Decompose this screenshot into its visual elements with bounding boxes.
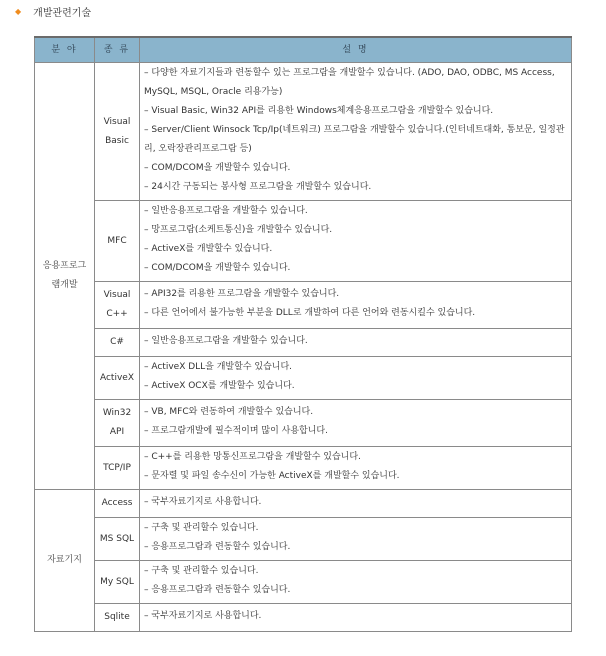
table-row	[35, 490, 572, 518]
list-item: – ActiveX DLL을 개발할수 있습니다.	[144, 362, 293, 372]
kind-ms-sql	[95, 518, 140, 561]
desc-visual-basic	[140, 63, 572, 201]
desc-tcp-ip	[140, 447, 572, 490]
table-row	[35, 518, 572, 561]
table-row	[35, 604, 572, 632]
kind-mfc	[95, 201, 140, 282]
kind-label: C#	[110, 337, 124, 347]
list-item: – Visual Basic, Win32 API를 리용한 Windows체계응용프로그람을 개발할수 있습니다.	[144, 106, 494, 116]
kind-activex	[95, 357, 140, 400]
list-item: – 문자렬 및 파일 송수신이 가능한 ActiveX를 개발할수 있습니다.	[144, 471, 400, 481]
kind-tcp-ip	[95, 447, 140, 490]
list-item: – ActiveX를 개발할수 있습니다.	[144, 244, 273, 254]
header-kind: 종 류	[95, 37, 140, 63]
table-row	[35, 282, 572, 329]
kind-label: Win32 API	[102, 408, 132, 437]
kind-win32-api	[95, 400, 140, 447]
kind-my-sql	[95, 561, 140, 604]
desc-access	[140, 490, 572, 518]
diamond-bullet-icon: ◆	[15, 6, 22, 16]
desc-mfc	[140, 201, 572, 282]
list-item: – 국부자료기지로 사용합니다.	[144, 497, 262, 507]
list-item: – 국부자료기지로 사용합니다.	[144, 611, 262, 621]
list-item: – COM/DCOM을 개발할수 있습니다.	[144, 163, 291, 173]
list-item: – 일반응용프로그람을 개발할수 있습니다.	[144, 206, 308, 216]
header-desc: 설 명	[140, 37, 572, 63]
desc-visual-cpp	[140, 282, 572, 329]
kind-label: TCP/IP	[103, 462, 131, 473]
list-item: – 24시간 구동되는 봉사형 프로그람을 개발할수 있습니다.	[144, 182, 372, 192]
kind-label: ActiveX	[99, 372, 134, 383]
list-item: – 다른 언어에서 불가능한 부분을 DLL로 개발하여 다른 언어와 련동시킬수 있습니다.	[144, 308, 476, 318]
area-label: 응용프로그 램개발	[42, 261, 87, 290]
kind-label: MS SQL	[99, 533, 135, 544]
list-item: – 다양한 자료기지들과 련동할수 있는 프로그람을 개발할수 있습니다. (ADO, DAO, ODBC, MS Access, MySQL, MSQL, Oracle 리용가능)	[144, 68, 555, 97]
header-area: 분 야	[35, 37, 95, 63]
area-app-dev	[35, 63, 95, 490]
list-item: – C++를 리용한 망통신프로그람을 개발할수 있습니다.	[144, 452, 361, 462]
desc-ms-sql	[140, 518, 572, 561]
desc-win32-api	[140, 400, 572, 447]
table-row	[35, 63, 572, 201]
table-row	[35, 329, 572, 357]
area-database	[35, 490, 95, 632]
tech-table	[34, 36, 572, 632]
kind-csharp	[95, 329, 140, 357]
list-item: – 응용프로그람과 련동할수 있습니다.	[144, 542, 291, 552]
list-item: – 일반응용프로그람을 개발할수 있습니다.	[144, 336, 308, 346]
kind-label: MFC	[107, 235, 127, 246]
kind-access	[95, 490, 140, 518]
table-row	[35, 357, 572, 400]
kind-sqlite	[95, 604, 140, 632]
area-label: 자료기지	[47, 555, 82, 565]
desc-sqlite	[140, 604, 572, 632]
desc-csharp	[140, 329, 572, 357]
list-item: – 망프로그람(소케트통신)을 개발할수 있습니다.	[144, 225, 333, 235]
list-item: – VB, MFC와 련동하여 개발할수 있습니다.	[144, 407, 314, 417]
desc-activex	[140, 357, 572, 400]
desc-my-sql	[140, 561, 572, 604]
table-row	[35, 561, 572, 604]
list-item: – API32를 리용한 프로그람을 개발할수 있습니다.	[144, 289, 340, 299]
section-title	[15, 3, 91, 19]
list-item: – ActiveX OCX를 개발할수 있습니다.	[144, 381, 295, 391]
kind-label: Visual Basic	[103, 116, 131, 146]
table-header-row	[35, 37, 572, 63]
list-item: – 구축 및 관리할수 있습니다.	[144, 523, 259, 533]
list-item: – COM/DCOM을 개발할수 있습니다.	[144, 263, 291, 273]
table-row	[35, 400, 572, 447]
kind-label: Sqlite	[104, 612, 130, 622]
kind-visual-basic	[95, 63, 140, 201]
list-item: – 구축 및 관리할수 있습니다.	[144, 566, 259, 576]
section-title-text: 개발관련기술	[33, 7, 92, 19]
list-item: – 응용프로그람과 련동할수 있습니다.	[144, 585, 291, 595]
table-row	[35, 447, 572, 490]
table-row	[35, 201, 572, 282]
list-item: – Server/Client Winsock Tcp/Ip(네트워크) 프로그람을 개발할수 있습니다.(인터네트대화, 통보문, 일정관리, 오락장관리프로그람 등)	[144, 125, 565, 154]
list-item: – 프로그람개발에 필수적이며 많이 사용합니다.	[144, 426, 328, 436]
kind-label: Visual C++	[103, 290, 131, 319]
kind-label: Access	[101, 498, 133, 508]
kind-label: My SQL	[100, 576, 134, 587]
kind-visual-cpp	[95, 282, 140, 329]
